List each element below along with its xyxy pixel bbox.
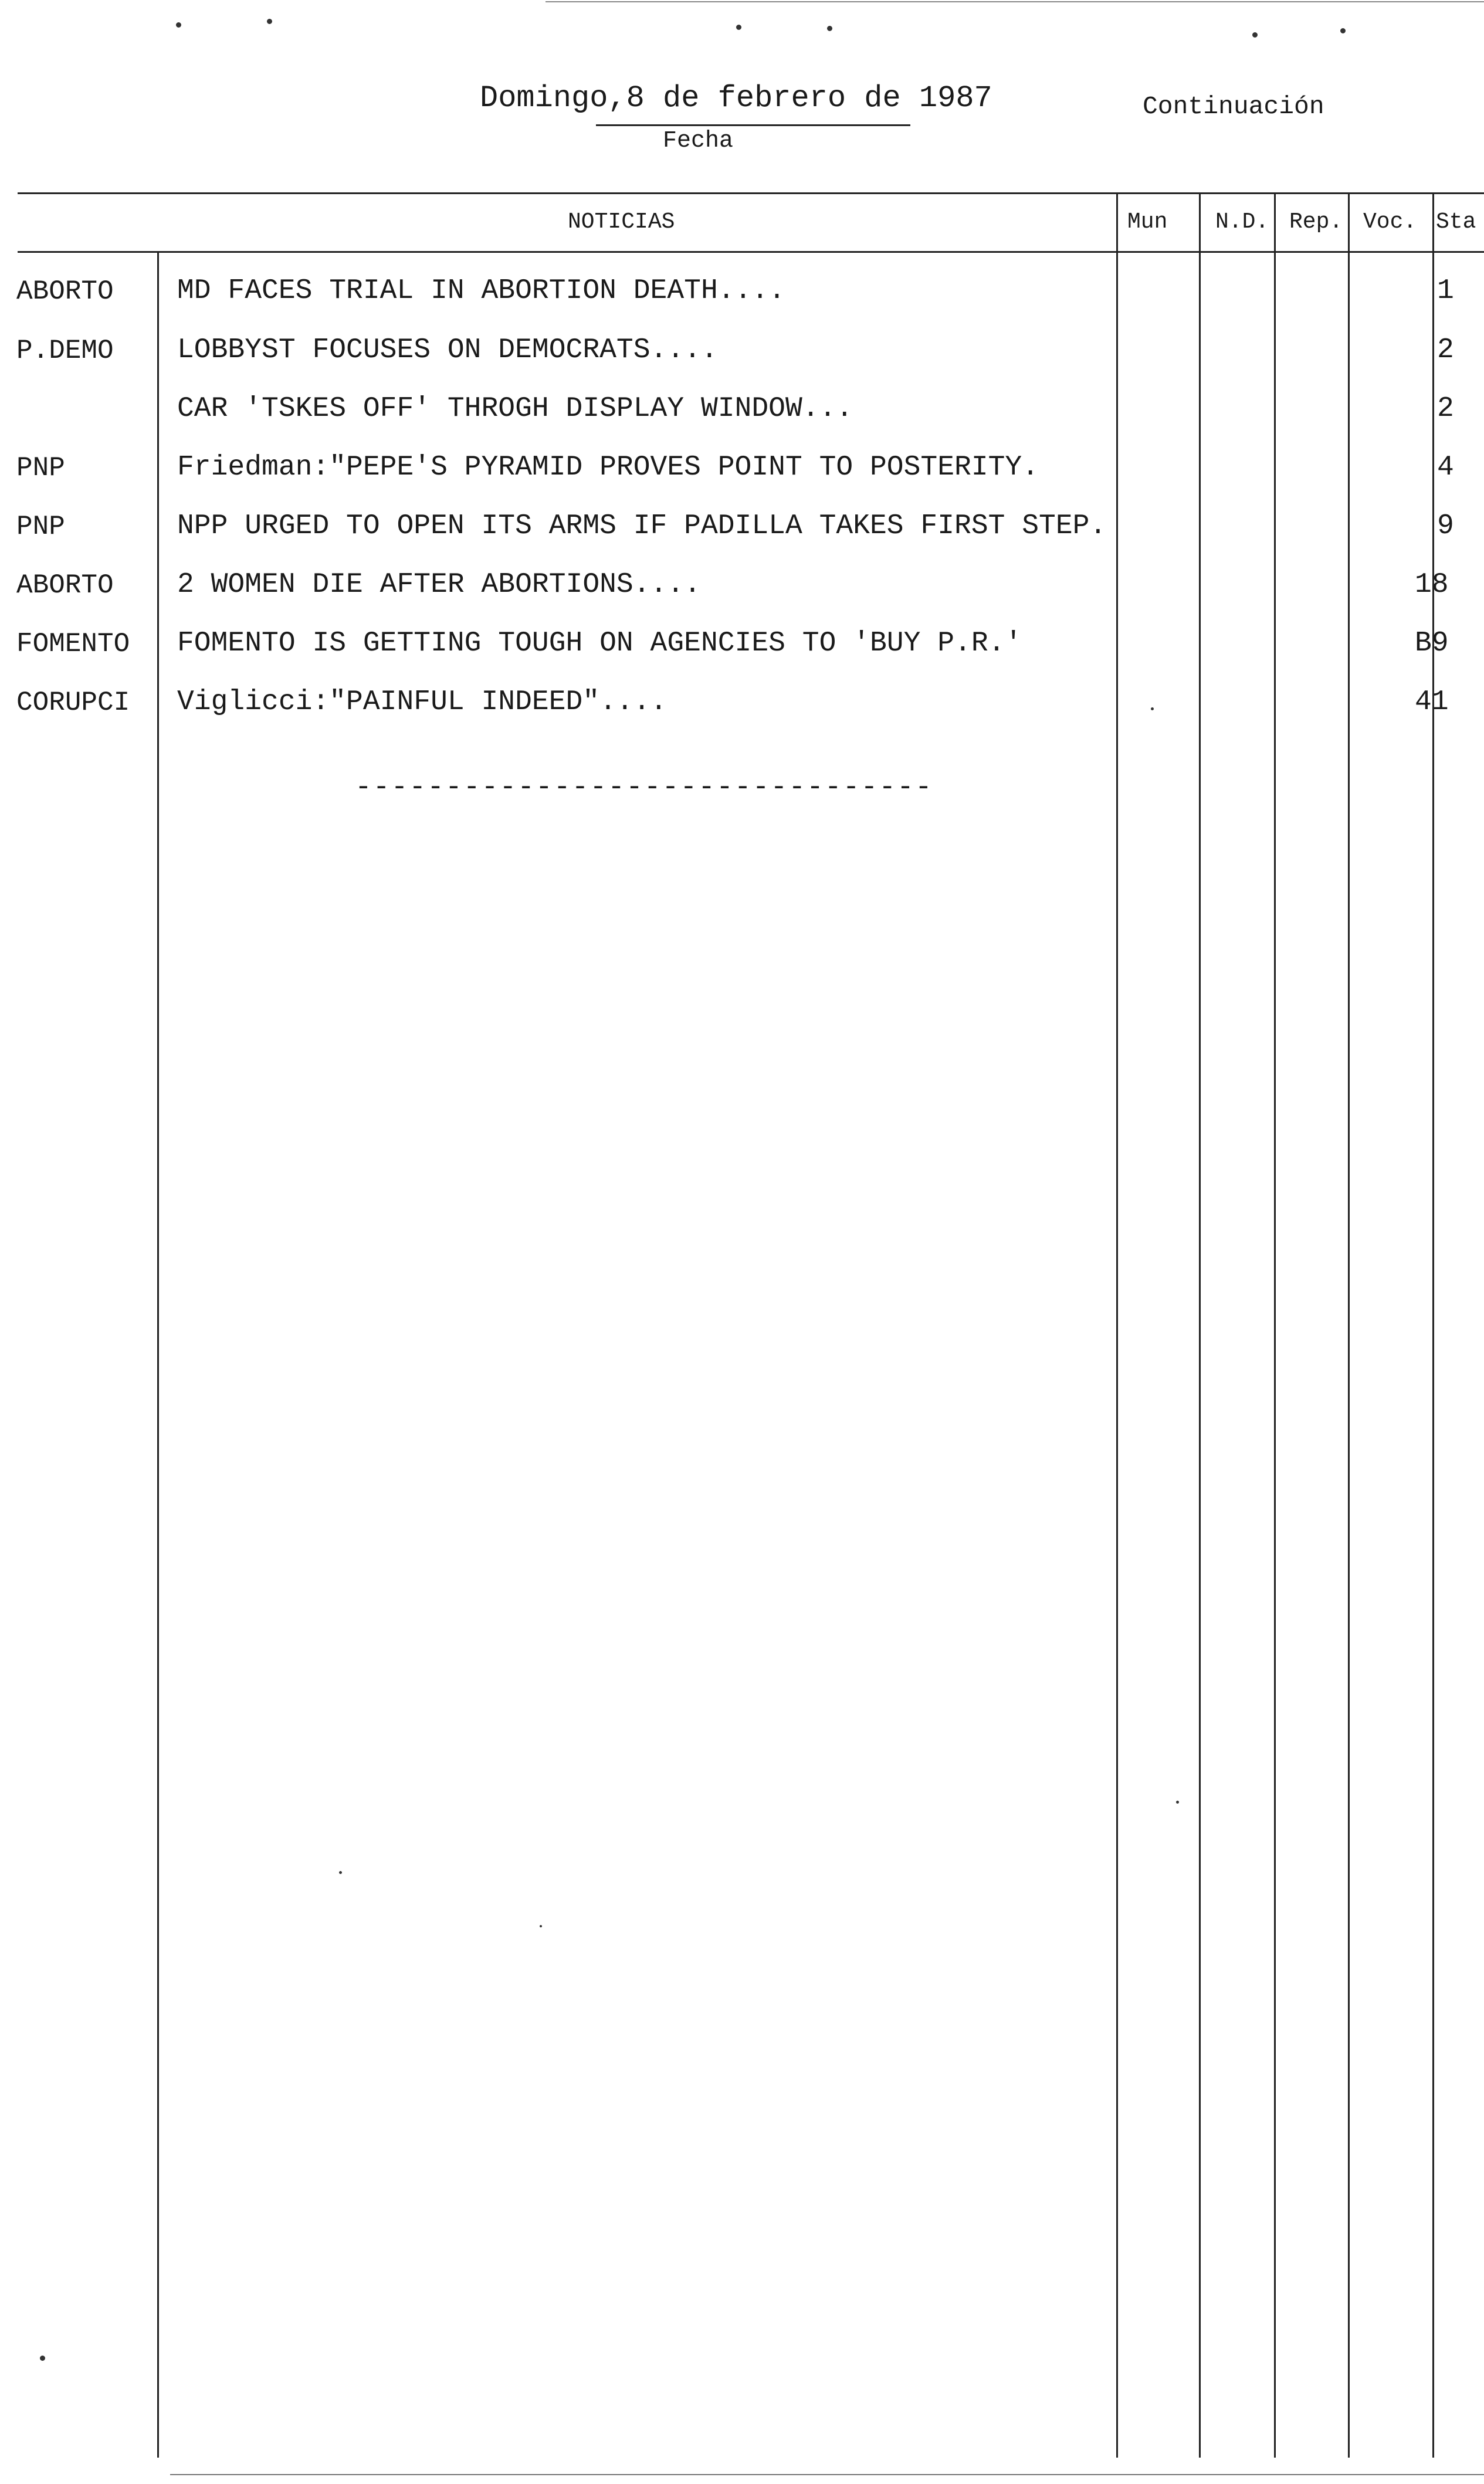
end-of-list-separator: -------------------------------- xyxy=(355,772,933,804)
scan-speck xyxy=(540,1925,542,1927)
table-top-rule xyxy=(18,192,1484,194)
scan-speck xyxy=(1176,1801,1179,1804)
row-headline: Viglicci:"PAINFUL INDEED".... xyxy=(177,686,668,718)
scan-speck xyxy=(339,1871,342,1874)
row-page: 2 xyxy=(1437,334,1454,366)
column-header-mun: Mun xyxy=(1127,209,1168,235)
rep-column-rule xyxy=(1274,194,1276,2458)
row-page: 9 xyxy=(1437,510,1454,542)
nd-column-rule xyxy=(1199,194,1201,2458)
voc-column-rule xyxy=(1348,194,1350,2458)
scan-speck xyxy=(40,2356,45,2361)
date-value: Domingo,8 de febrero de 1987 xyxy=(480,81,992,116)
row-category: ABORTO xyxy=(16,570,114,601)
star-column-rule xyxy=(1432,194,1434,2458)
scan-speck xyxy=(1252,32,1258,38)
row-category: PNP xyxy=(16,511,65,542)
scan-speck xyxy=(736,25,741,30)
row-headline: CAR 'TSKES OFF' THROGH DISPLAY WINDOW... xyxy=(177,393,853,425)
mun-column-rule xyxy=(1116,194,1118,2458)
row-category: CORUPCI xyxy=(16,687,130,718)
date-underline xyxy=(596,124,910,126)
table-header-rule xyxy=(18,251,1484,253)
row-headline: Friedman:"PEPE'S PYRAMID PROVES POINT TO POSTERITY. xyxy=(177,452,1039,483)
scan-speck xyxy=(1151,707,1154,710)
row-page: 18 xyxy=(1415,569,1449,601)
column-header-voc: Voc. xyxy=(1363,209,1417,235)
column-header-noticias: NOTICIAS xyxy=(568,209,675,235)
row-category: PNP xyxy=(16,453,65,483)
column-header-rep: Rep. xyxy=(1289,209,1343,235)
scan-speck xyxy=(176,22,181,28)
row-page: B9 xyxy=(1415,628,1449,659)
scan-speck xyxy=(827,26,832,31)
top-edge-rule xyxy=(546,1,1484,2)
scan-speck xyxy=(1340,28,1346,33)
row-page: 1 xyxy=(1437,275,1454,307)
row-headline: 2 WOMEN DIE AFTER ABORTIONS.... xyxy=(177,569,701,601)
column-header-nd: N.D. xyxy=(1215,209,1269,235)
row-category: FOMENTO xyxy=(16,629,130,659)
row-page: 2 xyxy=(1437,393,1454,425)
row-headline: MD FACES TRIAL IN ABORTION DEATH.... xyxy=(177,275,785,307)
bottom-edge-rule xyxy=(170,2474,1484,2475)
row-headline: NPP URGED TO OPEN ITS ARMS IF PADILLA TAKES FIRST STEP. xyxy=(177,510,1107,542)
date-caption: Fecha xyxy=(663,128,734,154)
category-column-rule xyxy=(157,252,159,2458)
column-header-star: Sta xyxy=(1436,209,1476,235)
row-page: 4 xyxy=(1437,452,1454,483)
scan-speck xyxy=(267,19,272,24)
row-page: 41 xyxy=(1415,686,1449,718)
row-category: ABORTO xyxy=(16,276,114,307)
continuation-label: Continuación xyxy=(1143,92,1324,121)
row-headline: LOBBYST FOCUSES ON DEMOCRATS.... xyxy=(177,334,718,366)
row-headline: FOMENTO IS GETTING TOUGH ON AGENCIES TO 'BUY P.R.' xyxy=(177,628,1022,659)
row-category: P.DEMO xyxy=(16,336,114,366)
